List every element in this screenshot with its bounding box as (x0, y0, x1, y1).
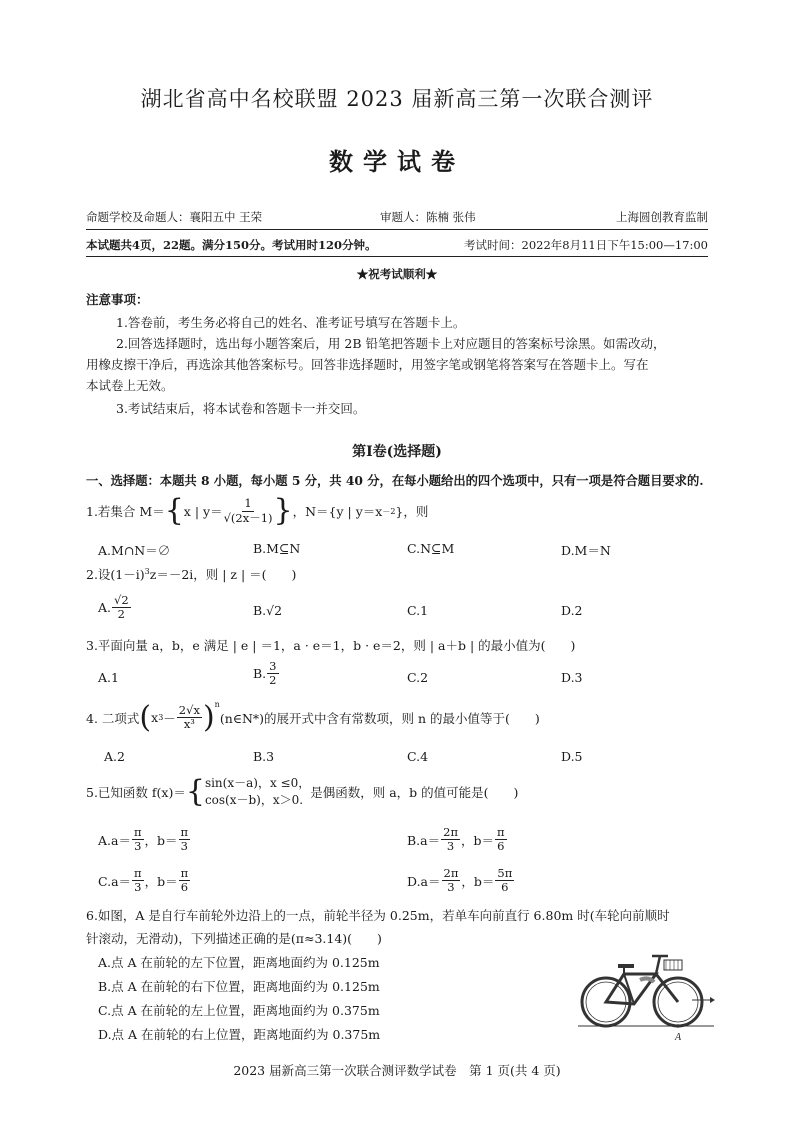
q5-c-frac-a (132, 867, 144, 894)
q4-option-b: B.3 (253, 749, 275, 764)
q1-set-left: x | y＝ (183, 504, 223, 519)
q2-a-fraction (112, 594, 131, 621)
q5-option-c (98, 867, 191, 894)
reviewer-info: 审题人：陈楠 张伟 (380, 210, 476, 224)
q5-c-pre: C.a＝ (98, 873, 132, 889)
q1-set-n: ，N＝{y | y＝x (292, 504, 383, 519)
q5-b-mid: ，b＝ (461, 832, 495, 848)
q5-a-b-num: π (180, 825, 189, 839)
q3-option-d: D.3 (561, 670, 583, 685)
q4-frac-num: 2√x (178, 702, 200, 717)
question-3-stem: 3.平面向量 a，b，e 满足 | e | ＝1，a · e＝1，b · e＝2，则 | a＋b | 的最小值为( ) (86, 638, 576, 653)
q5-a-a-num: π (133, 825, 142, 839)
q2-option-d: D.2 (561, 603, 583, 618)
question-5-stem (86, 775, 518, 810)
q5-case-2: cos(x－b)，x＞0. (204, 793, 304, 808)
q2-a-den: 2 (117, 607, 125, 622)
q5-c-a-num: π (134, 866, 142, 880)
question-6-line-2: 针滚动，无滑动)，下列描述正确的是(π≈3.14)( ) (86, 931, 382, 946)
q5-d-b-den: 6 (501, 880, 509, 895)
q5-c-frac-b (179, 867, 191, 894)
q5-b-frac-b (495, 826, 507, 853)
q4-minus: － (163, 710, 176, 726)
q4-frac-den: x³ (183, 717, 195, 731)
q5-stem-pre: 5.已知函数 f(x)＝ (86, 785, 186, 801)
q4-option-c: C.4 (407, 749, 429, 764)
note-item-2-line-3: 本试卷上无效。 (86, 378, 174, 393)
good-luck-wish: ★祝考试顺利★ (356, 267, 438, 281)
right-paren-glyph: ) (202, 700, 215, 735)
q1-fraction (224, 497, 273, 524)
q5-b-b-den: 6 (497, 839, 505, 854)
question-2-stem (86, 565, 296, 583)
q6-option-d: D.点 A 在前轮的右上位置，距离地面约为 0.375m (98, 1027, 381, 1042)
q5-d-a-den: 3 (447, 880, 455, 895)
left-brace-glyph: { (185, 774, 205, 810)
point-a-label: A (675, 1032, 682, 1043)
q6-option-b: B.点 A 在前轮的右下位置，距离地面约为 0.125m (98, 979, 380, 994)
left-paren-glyph: ( (139, 700, 152, 735)
bicycle-icon (582, 956, 702, 1026)
note-item-2-line-2: 用橡皮擦干净后，再选涂其他答案标号。回答非选择题时，用签字笔或钢笔将答案写在答题卡上。写在 (86, 357, 649, 372)
q5-d-mid: ，b＝ (461, 873, 495, 889)
q5-d-b-num: 5π (497, 866, 513, 880)
q2-option-b: B.√2 (253, 603, 283, 618)
q1-option-a: A.M∩N＝∅ (98, 543, 171, 558)
q1-option-d: D.M＝N (561, 543, 611, 558)
right-brace-glyph: } (273, 493, 293, 528)
q1-option-b: B.M⊆N (253, 541, 301, 556)
q5-c-b-den: 6 (180, 880, 189, 895)
left-brace-glyph: { (164, 493, 184, 528)
q2-stem-post: z＝－2i，则 | z | ＝( ) (149, 567, 297, 582)
q5-a-frac-a (132, 826, 144, 853)
q5-b-a-den: 3 (446, 839, 455, 854)
q5-option-d (407, 867, 515, 894)
q5-d-a-num: 2π (443, 866, 459, 880)
q4-base: x (151, 710, 159, 725)
q4-stem-post: (n∈N*)的展开式中含有常数项，则 n 的最小值等于( ) (219, 710, 540, 726)
q4-outer-exp: n (214, 700, 220, 709)
q1-suffix: }，则 (395, 504, 429, 519)
q5-a-b-den: 3 (180, 839, 188, 854)
question-1-stem (86, 493, 429, 528)
q3-b-label: B. (253, 666, 267, 682)
exam-time: 考试时间：2022年8月11日下午15:00—17:00 (464, 238, 708, 252)
part-title: 第Ⅰ卷(选择题) (352, 444, 442, 460)
notes-heading: 注意事项： (86, 292, 149, 307)
q5-b-pre: B.a＝ (407, 832, 441, 848)
q3-option-a: A.1 (98, 670, 119, 685)
q1-exp: －2 (382, 506, 396, 516)
q3-option-c: C.2 (407, 670, 429, 685)
page-footer: 2023 届新高三第一次联合测评数学试卷 第 1 页(共 4 页) (233, 1063, 561, 1078)
q5-a-mid: ，b＝ (144, 832, 178, 848)
arrow-head-icon (710, 997, 715, 1003)
q6-option-a: A.点 A 在前轮的左下位置，距离地面约为 0.125m (98, 955, 380, 970)
q4-base-exp: 3 (158, 713, 164, 722)
note-item-1: 1.答卷前，考生务必将自己的姓名、准考证号填写在答题卡上。 (116, 315, 466, 330)
q5-c-a-den: 3 (134, 880, 142, 895)
section-instruction: 一、选择题：本题共 8 小题，每小题 5 分，共 40 分，在每小题给出的四个选项中，只有一项是符合题目要求的. (86, 473, 704, 488)
q5-b-b-num: π (497, 825, 505, 839)
q5-piecewise (205, 775, 310, 810)
exam-title: 湖北省高中名校联盟 2023 届新高三第一次联合测评 (140, 87, 654, 111)
q2-option-c: C.1 (407, 603, 429, 618)
q1-prefix: 1.若集合 M＝ (86, 504, 165, 519)
header-rule-bottom (86, 256, 708, 257)
q2-option-a (98, 594, 132, 621)
q5-d-frac-b (495, 867, 514, 894)
q3-b-num: 3 (269, 659, 277, 673)
q5-c-mid: ，b＝ (144, 873, 178, 889)
q5-d-pre: D.a＝ (407, 873, 441, 889)
q1-frac-den: √(2x－1) (223, 510, 273, 525)
q5-b-frac-a (441, 826, 460, 853)
point-a-marker (676, 1024, 680, 1028)
header-rule-top (86, 229, 708, 230)
q4-fraction (177, 704, 202, 731)
exam-info: 本试题共4页，22题。满分150分。考试用时120分钟。 (86, 238, 377, 252)
q5-c-b-num: π (180, 866, 189, 880)
q2-stem-exp: 3 (144, 566, 150, 576)
q5-option-a (98, 826, 191, 853)
producer-info: 上海圆创教育监制 (616, 210, 708, 224)
note-item-3: 3.考试结束后，将本试卷和答题卡一并交回。 (116, 401, 366, 416)
q5-d-frac-a (442, 867, 461, 894)
exam-subtitle: 数学试卷 (329, 147, 465, 176)
q4-option-a: A.2 (104, 749, 125, 764)
q5-option-b (407, 826, 508, 853)
q5-a-frac-b (179, 826, 191, 853)
question-4-stem (86, 700, 540, 735)
q5-b-a-num: 2π (443, 825, 458, 839)
q6-option-c: C.点 A 在前轮的左上位置，距离地面约为 0.375m (98, 1003, 380, 1018)
author-info: 命题学校及命题人：襄阳五中 王荣 (86, 210, 263, 224)
q5-a-a-den: 3 (134, 839, 142, 854)
q3-b-fraction (267, 660, 278, 687)
q2-stem-pre: 2.设(1－i) (86, 567, 145, 582)
q5-case-1: sin(x－a)，x ≤0， (204, 776, 311, 790)
q3-option-b (253, 660, 280, 687)
q4-stem-pre: 4. 二项式 (86, 710, 140, 726)
q2-a-num: √2 (114, 593, 129, 607)
q3-b-den: 2 (269, 673, 277, 688)
note-item-2-line-1: 2.回答选择题时，选出每小题答案后，用 2B 铅笔把答题卡上对应题目的答案标号涂黑。如需改动， (116, 336, 666, 351)
q1-option-c: C.N⊆M (407, 541, 455, 556)
q5-a-pre: A.a＝ (98, 832, 131, 848)
bicycle-figure (576, 946, 716, 1044)
q1-frac-num: 1 (244, 496, 252, 511)
q4-option-d: D.5 (561, 749, 583, 764)
q5-stem-post: 是偶函数，则 a，b 的值可能是( ) (310, 785, 519, 801)
question-6-line-1: 6.如图，A 是自行车前轮外边沿上的一点，前轮半径为 0.25m，若单车向前直行 6.80m 时(车轮向前顺时 (86, 908, 670, 923)
q2-a-label: A. (98, 600, 112, 616)
